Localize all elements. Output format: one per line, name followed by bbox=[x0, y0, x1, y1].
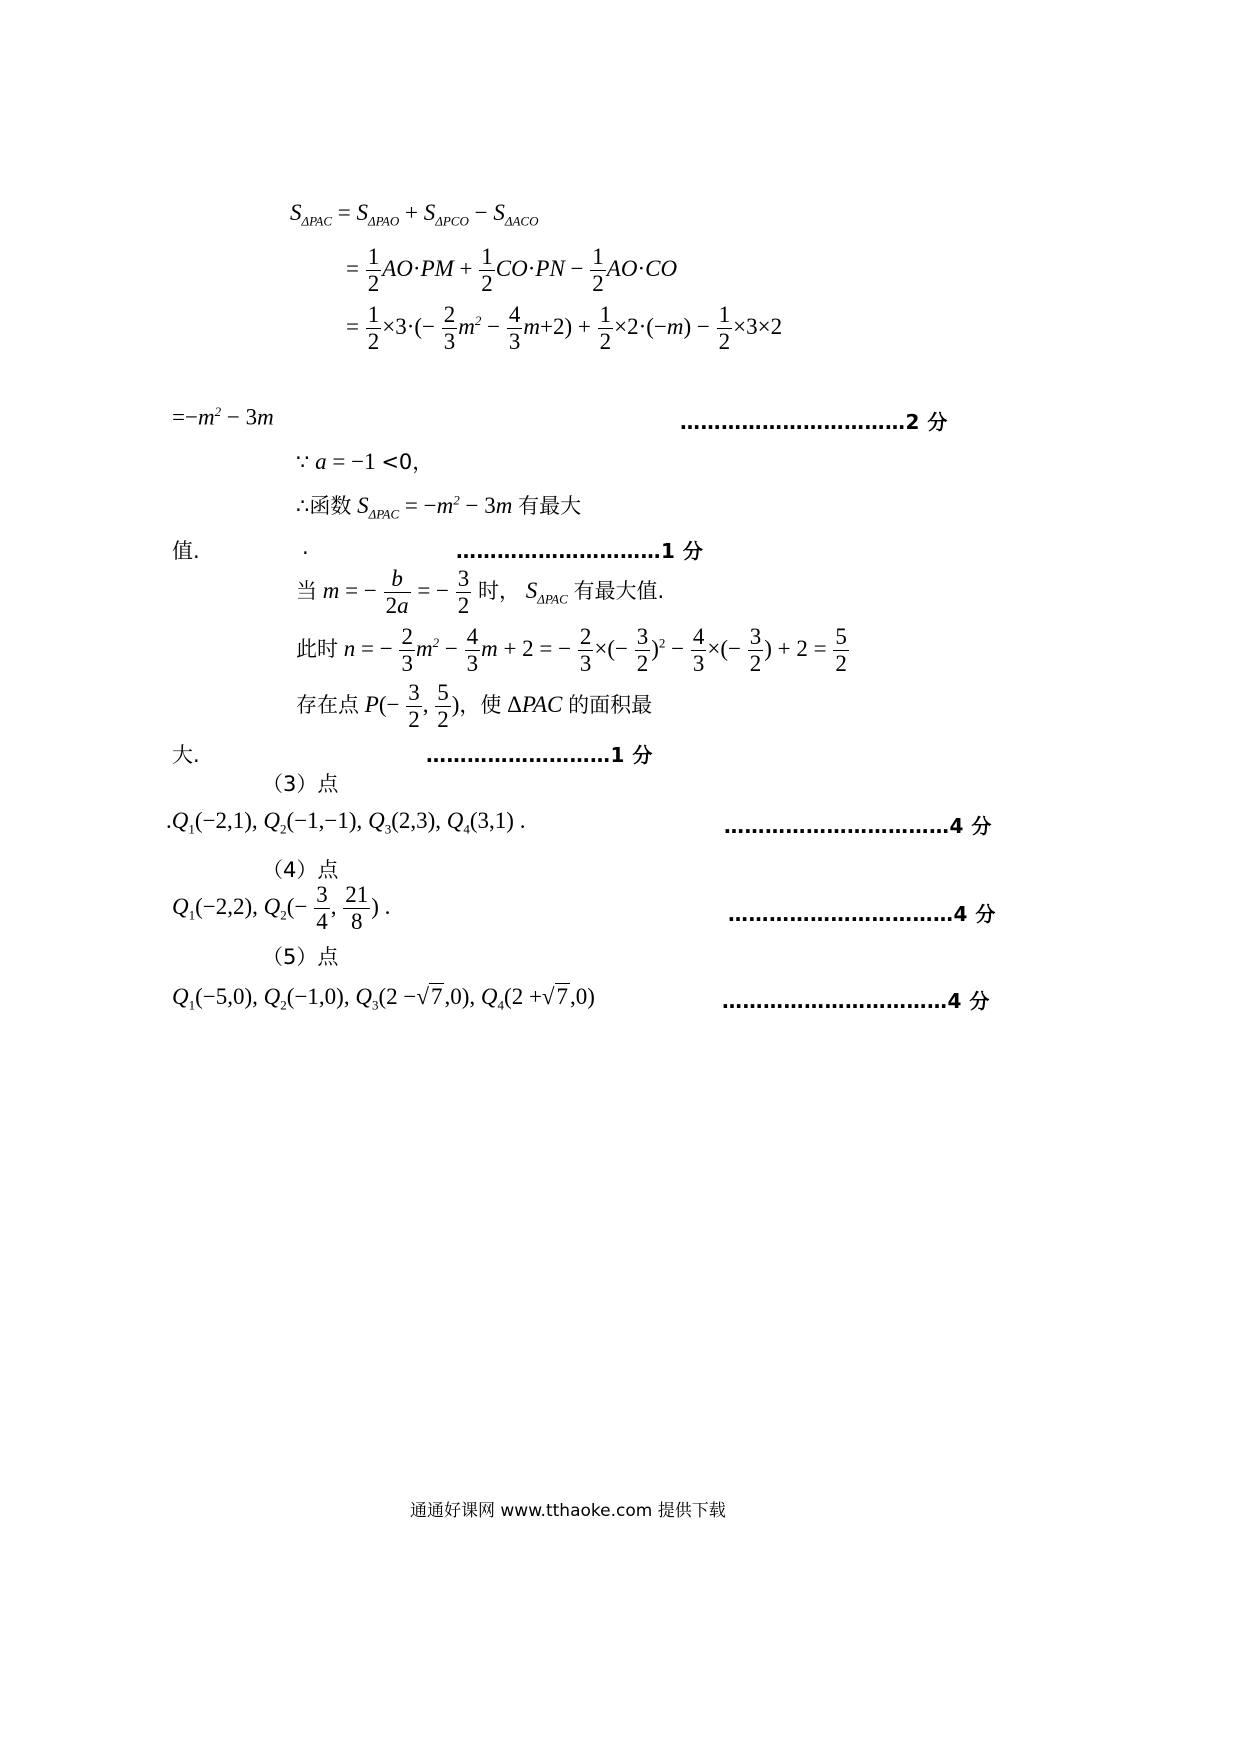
area-substitution-line: = $\frac{1}{2}$ ×3·(− $\frac{2}{3}$ $m^2$ − $\frac{4}{3}$ m+2) + $\frac{1}{2}$ ×2·(−m) − $\frac{1}{2}$ ×3×2 bbox=[346, 302, 783, 354]
part-3-points: $.Q_1(-2,1)$, $Q_2(-1,-1)$, $Q_3(2,3)$, $Q_4(3,1)$ . bbox=[166, 808, 526, 837]
part-4-points: $Q_1(-2,2)$, $Q_2(-$ $\frac{3}{4}$ , $\frac{21}{8}$ ) . bbox=[172, 882, 391, 934]
score-1b: ………………………1 分 bbox=[426, 743, 653, 767]
part-4-label: （4）点 bbox=[262, 858, 339, 882]
exist-line: 存在点 P(− $\frac{3}{2}$ , $\frac{5}{2}$ )，使 ΔPAC 的面积最 bbox=[296, 680, 653, 732]
da-text: 大. bbox=[172, 743, 200, 767]
area-formula-line: = $\frac{1}{2}$ AO·PM + $\frac{1}{2}$ CO·PN − $\frac{1}{2}$ AO·CO bbox=[346, 244, 678, 296]
area-result: $=-m^2 - 3m$ bbox=[172, 404, 274, 430]
score-4a: ……………………………4 分 bbox=[724, 814, 992, 838]
score-1a: …………………………1 分 bbox=[456, 539, 704, 563]
therefore-line: ∴函数 $S_{\Delta PAC} = -m^2 - 3m$ 有最大 bbox=[296, 492, 582, 522]
part-5-label: （5）点 bbox=[262, 945, 339, 969]
score-2: ……………………………2 分 bbox=[680, 410, 948, 434]
score-4c: ……………………………4 分 bbox=[722, 989, 990, 1013]
stray-dot: . bbox=[302, 535, 309, 559]
area-decomposition-line: $S_{\Delta PAC} = S_{\Delta PAO} + S_{\Delta PCO} - S_{\Delta ACO}$ bbox=[290, 200, 539, 229]
when-line: 当 m = − $\frac{b}{2a}$ = − $\frac{3}{2}$ 时， $S_{\Delta PAC}$ 有最大值. bbox=[296, 566, 665, 618]
part-3-label: （3）点 bbox=[262, 772, 339, 796]
zhi-text: 值. bbox=[172, 539, 200, 563]
part-5-points: $Q_1(-5,0)$, $Q_2(-1,0)$, $Q_3(2 -√7,0)$, $Q_4(2 +√7,0)$ bbox=[172, 984, 595, 1013]
because-line: ∵ a = −1 <0， bbox=[296, 449, 434, 474]
score-4b: ……………………………4 分 bbox=[728, 902, 996, 926]
at-this-time-line: 此时 n = − $\frac{2}{3}$ $m^2$ − $\frac{4}{3}$ m + 2 = − $\frac{2}{3}$ ×(− $\frac{3}{2}$ )$^2$ − $\frac{4}{3}$ ×(− $\frac{3}{2}$ ) + 2 = $\frac{5}{2}$ bbox=[296, 624, 847, 676]
footer-credit: 通通好课网 www.tthaoke.com 提供下载 bbox=[410, 1501, 726, 1521]
